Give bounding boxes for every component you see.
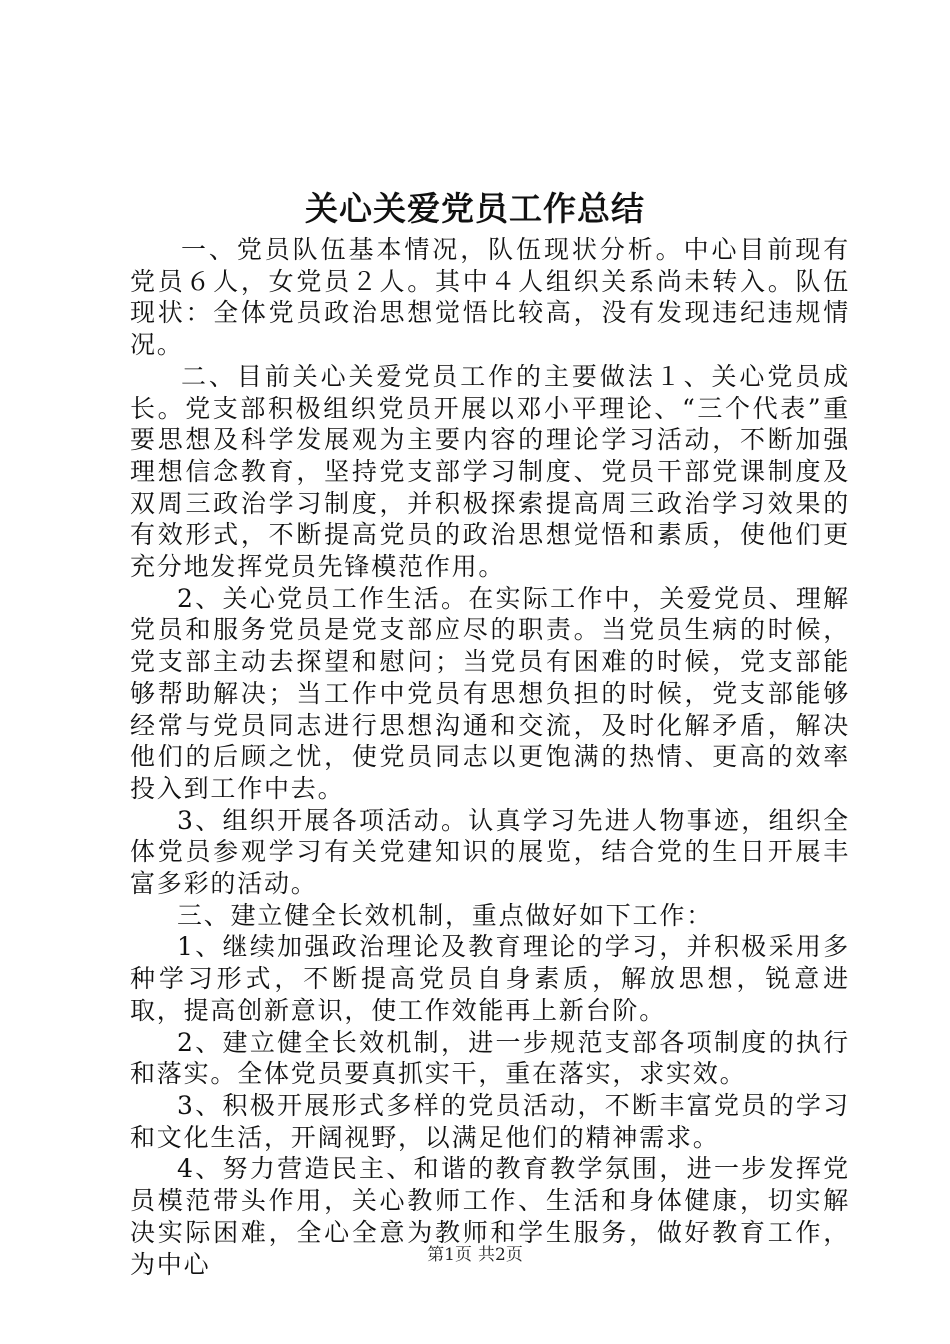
paragraph-7: 2、建立健全长效机制，进一步规范支部各项制度的执行和落实。全体党员要真抓实干，重在落实，求实效。 <box>130 1027 850 1089</box>
paragraph-1: 一、党员队伍基本情况，队伍现状分析。中心目前现有党员６人，女党员２人。其中４人组织关系尚未转入。队伍现状：全体党员政治思想觉悟比较高，没有发现违纪违规情况。 <box>130 235 850 360</box>
paragraph-6: 1、继续加强政治理论及教育理论的学习，并积极采用多种学习形式，不断提高党员自身素质，解放思想，锐意进取，提高创新意识，使工作效能再上新台阶。 <box>130 932 850 1025</box>
page-number: 第1页 <box>427 1245 472 1265</box>
paragraph-5: 三、建立健全长效机制，重点做好如下工作： <box>177 900 714 930</box>
page-total: 共2页 <box>478 1245 523 1265</box>
document-title: 关心关爱党员工作总结 <box>305 189 645 228</box>
paragraph-9: 4、努力营造民主、和谐的教育教学氛围，进一步发挥党员模范带头作用，关心教师工作、生活和身体健康，切实解决实际困难，全心全意为教师和学生服务，做好教育工作，为中心 <box>130 1154 850 1279</box>
document-body <box>130 234 850 1280</box>
page-footer <box>0 1244 950 1266</box>
paragraph-3: 2、关心党员工作生活。在实际工作中，关爱党员、理解党员和服务党员是党支部应尽的职责。当党员生病的时候，党支部主动去探望和慰问；当党员有困难的时候，党支部能够帮助解决；当工作中党员有思想负担的时候，党支部能够经常与党员同志进行思想沟通和交流，及时化解矛盾，解决他们的后顾之忧，使党员同志以更饱满的热情、更高的效率投入到工作中去。 <box>130 583 850 803</box>
paragraph-2: 二、目前关心关爱党员工作的主要做法１、关心党员成长。党支部积极组织党员开展以邓小平理论、“三个代表”重要思想及科学发展观为主要内容的理论学习活动，不断加强理想信念教育，坚持党支部学习制度、党员干部党课制度及双周三政治学习制度，并积极探索提高周三政治学习效果的有效形式，不断提高党员的政治思想觉悟和素质，使他们更充分地发挥党员先锋模范作用。 <box>130 361 850 582</box>
paragraph-8: 3、积极开展形式多样的党员活动，不断丰富党员的学习和文化生活，开阔视野，以满足他们的精神需求。 <box>130 1090 850 1152</box>
paragraph-4: 3、组织开展各项活动。认真学习先进人物事迹，组织全体党员参观学习有关党建知识的展览，结合党的生日开展丰富多彩的活动。 <box>130 805 850 899</box>
